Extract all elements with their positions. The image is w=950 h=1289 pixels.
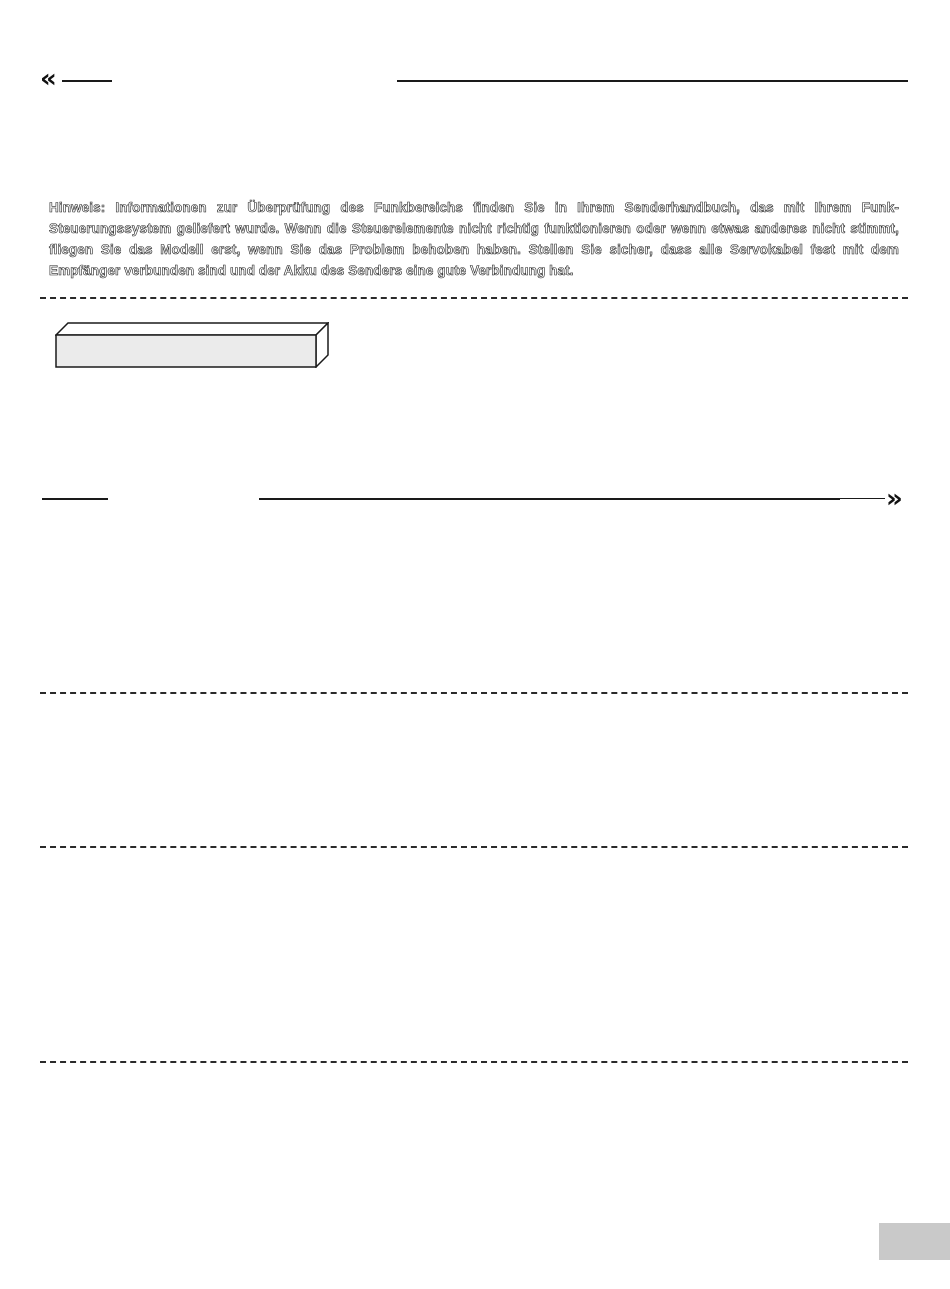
- note-paragraph: Hinweis: Informationen zur Überprüfung des Funkbereichs finden Sie in Ihrem Senderhandbuch, das mit Ihrem Funk-Steuerungssystem geliefert wurde. Wenn die Steuerelemente nicht richtig funktionieren oder wenn etwas anderes nicht stimmt, fliegen Sie das Modell erst, wenn Sie das Problem behoben haben. Stellen Sie sicher, dass alle Servokabel fest mit dem Empfänger verbunden sind und der Akku des Senders eine gute Verbindung hat.: [49, 200, 899, 278]
- section-label-box: [55, 322, 329, 368]
- header-rule-right: [397, 80, 908, 82]
- left-chevron-icon: «: [40, 64, 57, 94]
- page-number-tab: [879, 1223, 950, 1260]
- header-rule-left: [62, 80, 112, 82]
- box-top-face: [56, 323, 328, 335]
- box-front-face: [56, 335, 316, 367]
- dashed-divider: [40, 692, 908, 694]
- dashed-divider: [40, 1061, 908, 1063]
- dashed-divider: [40, 846, 908, 848]
- section-rule-right: [259, 498, 840, 500]
- right-chevron-icon: »: [886, 484, 903, 514]
- section-rule-tail: [840, 498, 885, 499]
- section-rule-left: [42, 498, 108, 500]
- dashed-divider: [40, 297, 908, 299]
